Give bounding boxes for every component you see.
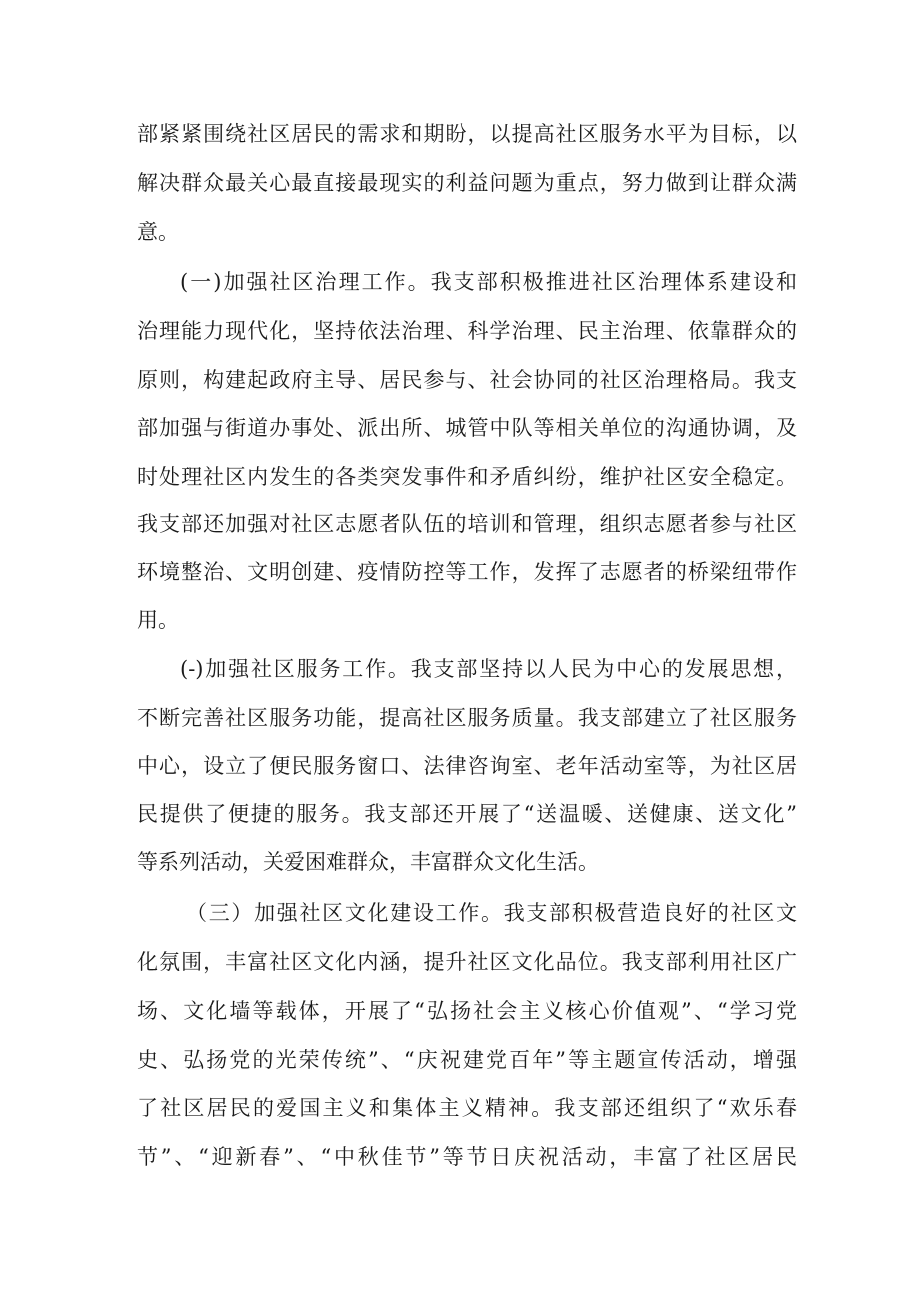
section-heading-line: (一)加强社区治理工作。我支部积极推进社区治理体系建设和 [180,270,797,294]
paragraph-line: 场、文化墙等载体，开展了“弘扬社会主义核心价值观”、“学习党 [137,999,797,1023]
paragraph-line: 用。 [137,608,179,632]
paragraph-line: 中心，设立了便民服务窗口、法律咨询室、老年活动室等，为社区居 [137,754,797,778]
paragraph-line: 部加强与街道办事处、派出所、城管中队等相关单位的沟通协调，及 [137,416,797,440]
paragraph-line: 了社区居民的爱国主义和集体主义精神。我支部还组织了“欢乐春 [137,1096,797,1120]
section-heading-line: (-)加强社区服务工作。我支部坚持以人民为中心的发展思想， [180,657,797,681]
paragraph-line: 我支部还加强对社区志愿者队伍的培训和管理，组织志愿者参与社区 [137,512,797,536]
paragraph-line: 意。 [137,220,179,244]
paragraph-line: 部紧紧围绕社区居民的需求和期盼，以提高社区服务水平为目标，以 [137,122,797,146]
paragraph-line: 节”、“迎新春”、“中秋佳节”等节日庆祝活动，丰富了社区居民 [137,1145,797,1169]
paragraph-line: 不断完善社区服务功能，提高社区服务质量。我支部建立了社区服务 [137,706,797,730]
paragraph-line: 环境整治、文明创建、疫情防控等工作，发挥了志愿者的桥梁纽带作 [137,560,797,584]
paragraph-line: 化氛围，丰富社区文化内涵，提升社区文化品位。我支部利用社区广 [137,950,797,974]
paragraph-line: 解决群众最关心最直接最现实的利益问题为重点，努力做到让群众满 [137,171,797,195]
paragraph-line: 民提供了便捷的服务。我支部还开展了“送温暖、送健康、送文化” [137,802,797,826]
paragraph-line: 时处理社区内发生的各类突发事件和矛盾纠纷，维护社区安全稳定。 [137,465,797,489]
paragraph-line: 原则，构建起政府主导、居民参与、社会协同的社区治理格局。我支 [137,368,797,392]
paragraph-line: 等系列活动，关爱困难群众，丰富群众文化生活。 [137,850,599,874]
paragraph-line: 史、弘扬党的光荣传统”、“庆祝建党百年”等主题宣传活动，增强 [137,1048,797,1072]
paragraph-line: 治理能力现代化，坚持依法治理、科学治理、民主治理、依靠群众的 [137,319,797,343]
section-heading-line: （三）加强社区文化建设工作。我支部积极营造良好的社区文 [186,901,797,925]
